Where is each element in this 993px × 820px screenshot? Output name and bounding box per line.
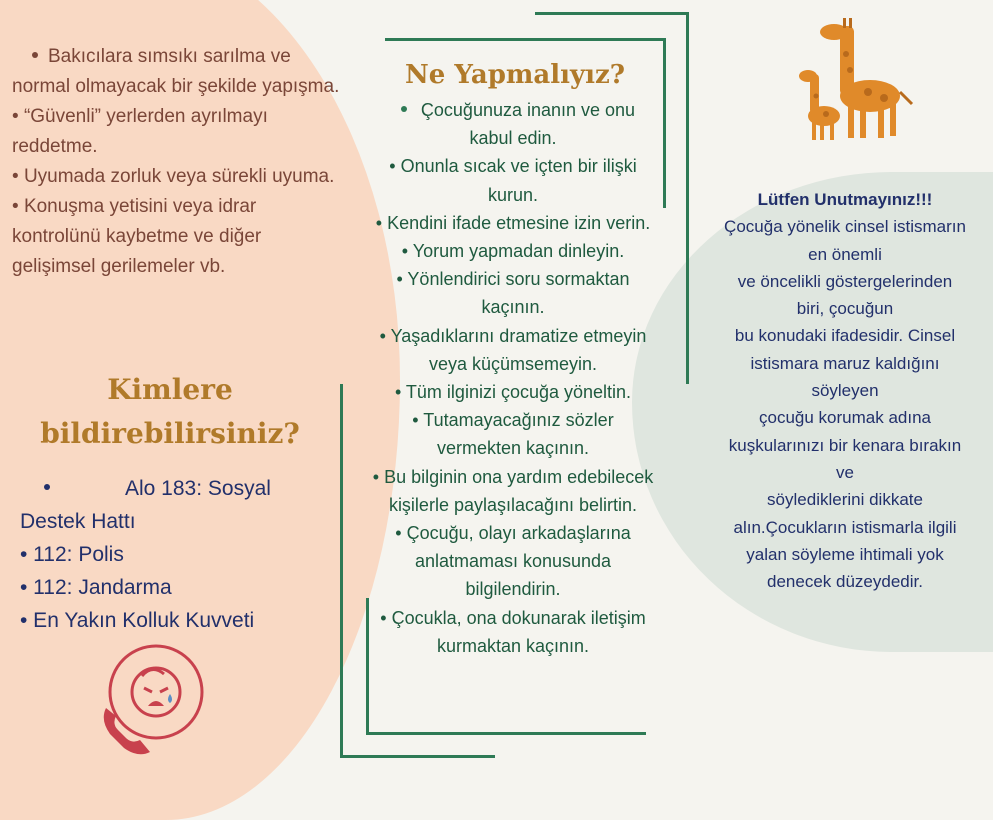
list-item: Alo 183: Sosyal (20, 472, 350, 505)
reminder-line: söylediklerini dikkate (767, 490, 923, 510)
reminder-line: Çocuğa yönelik cinsel istismarın (724, 217, 966, 237)
bullet-icon (44, 484, 50, 490)
reminder-line: yalan söyleme ihtimali yok (746, 544, 944, 564)
reminder-line: çocuğu korumak adına (759, 408, 931, 428)
reminder-line: söyleyen (811, 381, 879, 401)
giraffe-icon (788, 14, 918, 144)
list-item: • En Yakın Kolluk Kuvveti (20, 609, 255, 632)
advice-list (368, 96, 658, 660)
what-section-title: Ne Yapmalıyız? (404, 60, 626, 90)
list-item: Bakıcılara sımsıkı sarılma ve normal olmayacak bir şekilde yapışma. (12, 46, 340, 97)
list-item: • Tutamayacağınız sözler vermekten kaçının. (412, 410, 614, 459)
list-item: • Onunla sıcak ve içten bir ilişki kurun. (389, 156, 637, 205)
list-item: Çocuğunuza inanın ve onu kabul edin. (368, 96, 658, 152)
reminder-line: bu konudaki ifadesidir. Cinsel (734, 326, 956, 346)
list-item: • Yönlendirici soru sormaktan kaçının. (396, 269, 630, 318)
bullet-icon (32, 52, 38, 58)
list-item: • Yaşadıklarını dramatize etmeyin veya küçümsemeyin. (379, 325, 647, 374)
list-item: • 112: Polis (20, 543, 124, 566)
who-section-title: Kimlere bildirebilirsiniz? (40, 373, 300, 450)
reminder-line: denecek düzeydedir. (767, 572, 923, 592)
list-item: Destek Hattı (20, 510, 136, 533)
crying-child-phone-icon (92, 640, 212, 760)
frame-line (366, 732, 646, 735)
contact-list (20, 472, 350, 637)
reminder-line: biri, çocuğun (796, 299, 894, 319)
list-item: • 112: Jandarma (20, 576, 172, 599)
list-item: • Konuşma yetisini veya idrar kontrolünü kaybetme ve diğer gelişimsel gerilemeler vb. (12, 196, 262, 277)
bullet-icon (401, 106, 407, 112)
reminder-title: Lütfen Unutmayınız!!! (757, 190, 933, 209)
frame-line (535, 12, 687, 15)
list-item: • Bu bilginin ona yardım edebilecek kişilerle paylaşılacağını belirtin. (372, 466, 654, 515)
reminder-line: en önemli (808, 244, 882, 264)
list-item: • Kendini ifade etmesine izin verin. (375, 212, 651, 233)
reminder-line: ve (836, 462, 854, 482)
reminder-line: ve öncelikli göstergelerinden (737, 271, 953, 291)
list-item: • “Güvenli” yerlerden ayrılmayı reddetme. (12, 106, 268, 157)
frame-line (663, 38, 666, 208)
reminder-box (700, 186, 990, 595)
symptom-list (12, 42, 347, 282)
frame-line (686, 12, 689, 384)
list-item: • Yorum yapmadan dinleyin. (401, 241, 625, 262)
frame-line (340, 755, 495, 758)
reminder-line: alın.Çocukların istismarla ilgili (733, 517, 957, 537)
list-item: • Çocuğu, olayı arkadaşlarına anlatmaması konusunda bilgilendirin. (395, 523, 631, 600)
frame-line (385, 38, 665, 41)
reminder-line: istismara maruz kaldığını (750, 353, 940, 373)
list-item: • Çocukla, ona dokunarak iletişim kurmaktan kaçının. (380, 607, 646, 656)
list-item: • Uyumada zorluk veya sürekli uyuma. (12, 166, 335, 187)
reminder-line: kuşkularınızı bir kenara bırakın (728, 435, 962, 455)
list-item: • Tüm ilginizi çocuğa yöneltin. (394, 382, 632, 403)
